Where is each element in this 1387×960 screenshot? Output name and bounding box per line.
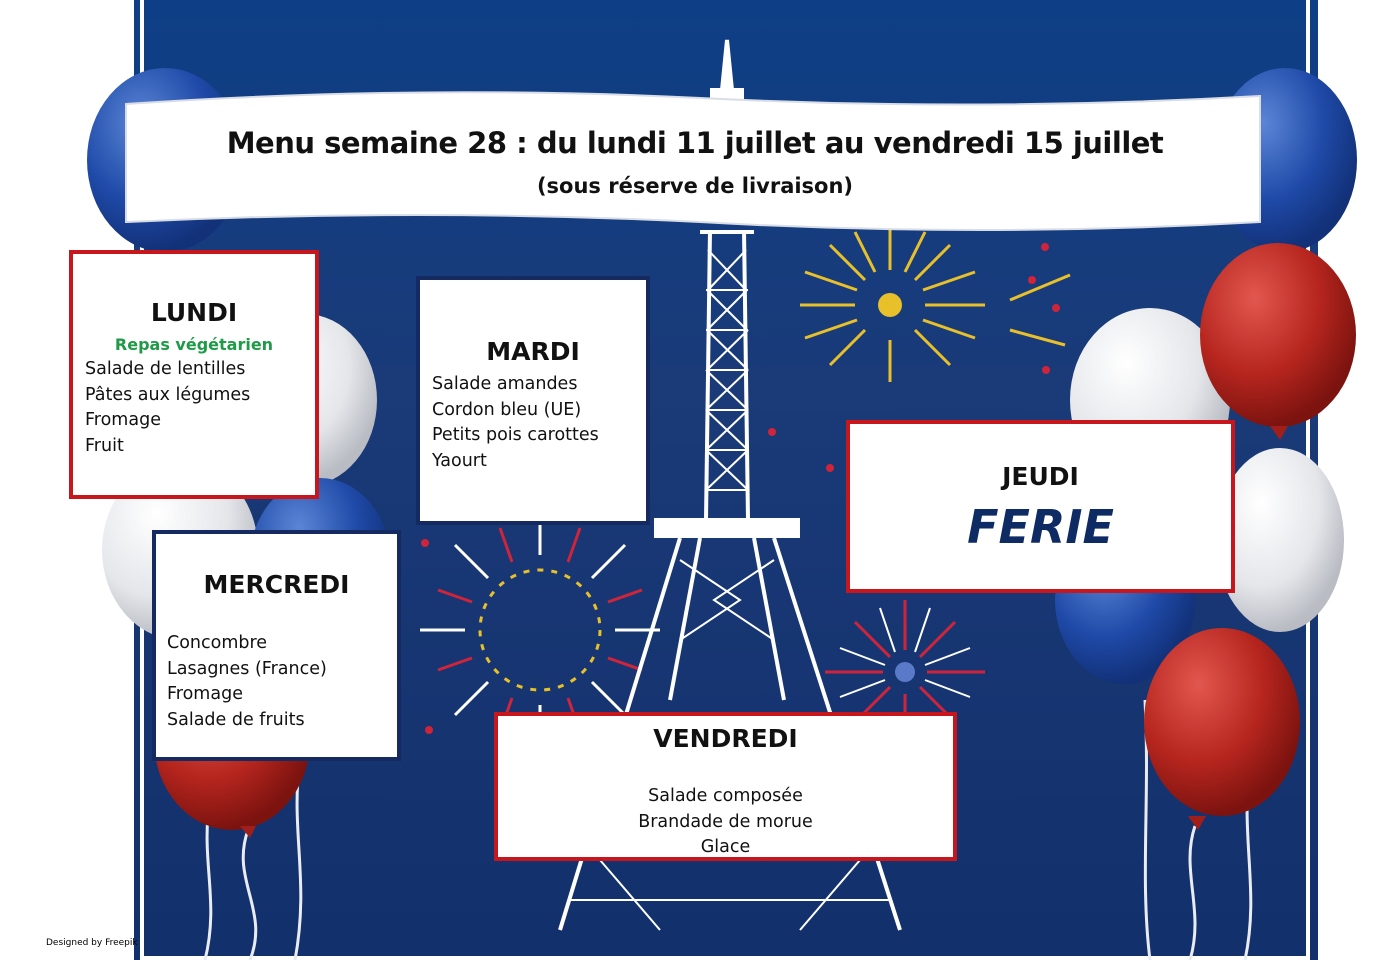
day-card-vendredi [494,712,957,861]
menu-item: Fromage [167,684,243,705]
menu-item: Fruit [85,435,124,456]
menu-item: Salade de lentilles [85,359,246,379]
day-card-mercredi [152,530,401,761]
day-title: VENDREDI [653,724,798,753]
day-card-jeudi [846,420,1235,593]
menu-item: Salade amandes [432,374,578,394]
menu-item: Lasagnes (France) [167,658,327,679]
menu-item: Pâtes aux légumes [85,384,251,405]
vegetarian-note: Repas végétarien [114,335,274,354]
day-card-lundi [69,250,319,499]
menu-item: Salade composée [648,786,803,806]
menu-item: Petits pois carottes [432,425,599,446]
day-title: JEUDI [1002,462,1079,491]
menu-items [498,784,953,861]
designer-credit: Designed by Freepik [46,938,138,948]
balloon-knot [1270,426,1288,440]
firework-yellow-top [800,228,1070,382]
day-card-mardi [416,276,650,525]
menu-item: Fromage [85,410,161,431]
menu-items [432,372,599,474]
holiday-label: FERIE [967,500,1114,554]
balloon-knot [1188,816,1206,830]
banner-ribbon [126,92,1260,230]
menu-subtitle: (sous réserve de livraison) [536,174,854,198]
balloon-knot [240,826,256,838]
menu-items [85,357,250,459]
balloon-red [1200,243,1356,427]
menu-item: Salade de fruits [167,709,305,730]
menu-item: Brandade de morue [638,811,813,832]
day-title: MERCREDI [203,570,350,599]
day-title: MARDI [486,337,580,366]
menu-title: Menu semaine 28 : du lundi 11 juillet au vendredi 15 juillet [226,126,1164,160]
menu-item: Cordon bleu (UE) [432,399,582,420]
menu-item: Yaourt [432,450,487,471]
firework-left [420,520,660,740]
menu-item: Glace [700,837,751,858]
menu-item: Concombre [167,633,268,653]
menu-items [167,631,327,733]
balloon-red [1144,628,1300,816]
day-title: LUNDI [150,298,238,327]
balloon-white [1216,448,1344,632]
